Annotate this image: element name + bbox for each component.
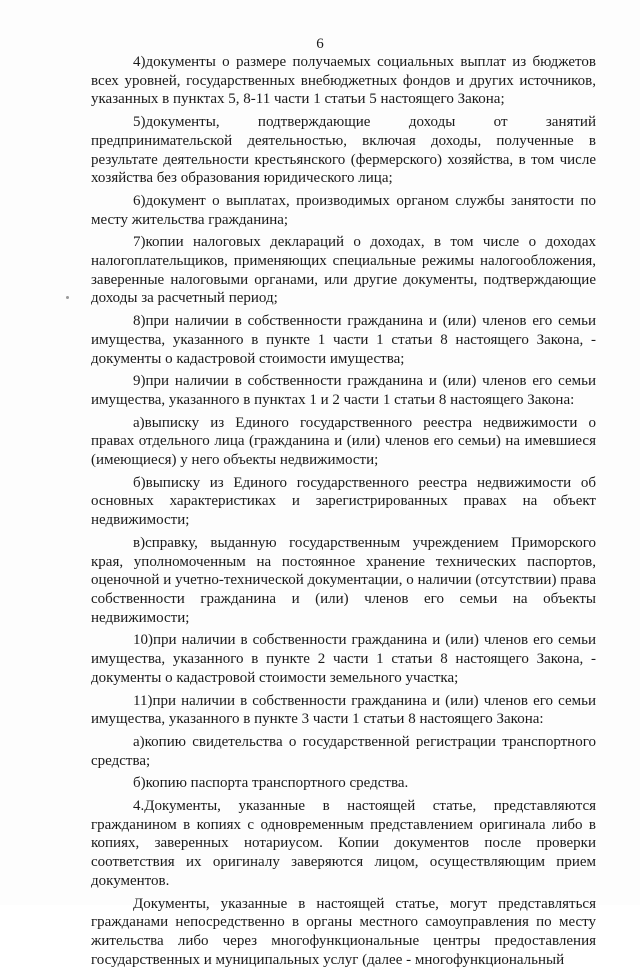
paragraph-subitem-a-vehicle-registration: а)копию свидетельства о государственной регистрации транспортного средства;	[91, 733, 596, 769]
paragraph-subitem-b-registry-characteristics: б)выписку из Единого государственного реестра недвижимости об основных характеристиках и зарегистрированных правах на объект недвижимости;	[91, 474, 596, 529]
paragraph-item-9-property-documents: 9)при наличии в собственности гражданина и (или) членов его семьи имущества, указанного в пунктах 1 и 2 части 1 статьи 8 настоящего Закона:	[91, 373, 596, 408]
paragraph-submission-channels: Документы, указанные в настоящей статье, могут представляться гражданами непосредственно в органы местного самоуправления по месту жительства либо через многофункциональные центры предоставления государственных и муниципальных услуг (далее - многофункциональный	[91, 895, 596, 968]
paragraph-item-4-income-documents: 4)документы о размере получаемых социальных выплат из бюджетов всех уровней, государственных внебюджетных фондов и других источников, указанных в пунктах 5, 8-11 части 1 статьи 5 настоящего Закона;	[91, 54, 596, 108]
paragraph-item-6-employment-payments: 6)документ о выплатах, производимых органом службы занятости по месту жительства гражданина;	[91, 192, 596, 228]
paragraph-item-7-tax-declarations: 7)копии налоговых деклараций о доходах, в том числе о доходах налогоплательщиков, применяющих специальные режимы налогообложения, заверенные налоговыми органами, или другие документы, подтверждающие доходы за расчетный период;	[91, 234, 596, 307]
paragraph-subitem-v-certificate: в)справку, выданную государственным учреждением Приморского края, уполномоченным на постоянное хранение технических паспортов, оценочной и учетно-технической документации, о наличии (отсутствии) права собственности гражданина и (или) членов его семьи на объекты недвижимости;	[91, 534, 596, 626]
paragraph-part-4-copies: 4.Документы, указанные в настоящей статье, представляются гражданином в копиях с одновременным представлением оригинала либо в копиях, заверенных нотариусом. Копии документов после проверки соответствия их оригиналу заверяются лицом, осуществляющим прием документов.	[91, 798, 596, 889]
paragraph-item-8-property-cadastral: 8)при наличии в собственности гражданина и (или) членов его семьи имущества, указанного в пункте 1 части 1 статьи 8 настоящего Закона, - документы о кадастровой стоимости имущества;	[91, 313, 596, 367]
scan-speck	[66, 296, 69, 299]
paragraph-item-11-vehicle: 11)при наличии в собственности гражданина и (или) членов его семьи имущества, указанного в пункте 3 части 1 статьи 8 настоящего Закона:	[91, 692, 596, 728]
document-body	[91, 53, 596, 969]
paragraph-item-5-business-income: 5)документы, подтверждающие доходы от занятий предпринимательской деятельностью, включая доходы, полученные в результате деятельности крестьянского (фермерского) хозяйства, в том числе хозяйства без образования юридического лица;	[91, 114, 596, 187]
paragraph-item-10-land-cadastral: 10)при наличии в собственности гражданина и (или) членов его семьи имущества, указанного в пункте 2 части 1 статьи 8 настоящего Закона, - документы о кадастровой стоимости земельного участка;	[91, 632, 596, 686]
page-number: 6	[316, 36, 324, 52]
paragraph-subitem-a-registry-extract: а)выписку из Единого государственного реестра недвижимости о правах отдельного лица (гражданина и (или) членов его семьи) на имевшиеся (имеющиеся) у него объекты недвижимости;	[91, 414, 596, 469]
paragraph-subitem-b-vehicle-passport: б)копию паспорта транспортного средства.	[133, 775, 409, 792]
